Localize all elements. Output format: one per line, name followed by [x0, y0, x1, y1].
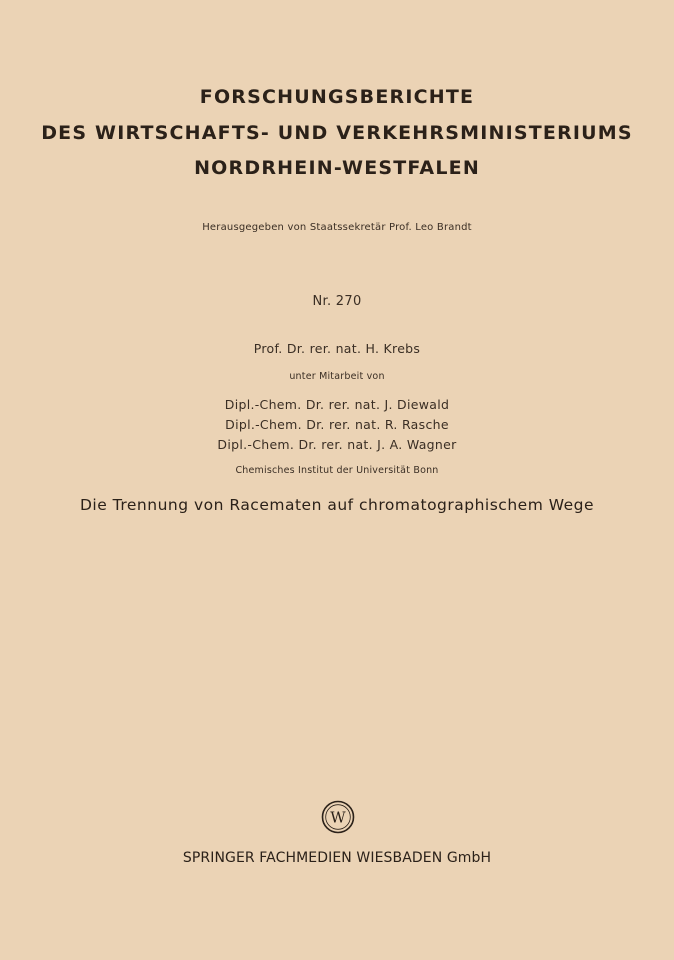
book-title: Die Trennung von Racematen auf chromatographischem Wege: [79, 496, 595, 514]
collaborator-2: Dipl.-Chem. Dr. rer. nat. R. Rasche: [225, 417, 449, 432]
series-title-line-2: DES WIRTSCHAFTS- UND VERKEHRSMINISTERIUMS: [41, 122, 633, 144]
publisher-logo-letter: W: [330, 808, 346, 827]
main-author: Prof. Dr. rer. nat. H. Krebs: [253, 341, 421, 356]
series-title-line-1: FORSCHUNGSBERICHTE: [199, 86, 475, 108]
report-number: Nr. 270: [312, 294, 362, 309]
collaboration-label: unter Mitarbeit von: [289, 371, 385, 382]
series-title-line-3: NORDRHEIN-WESTFALEN: [194, 157, 480, 179]
collaborator-1: Dipl.-Chem. Dr. rer. nat. J. Diewald: [224, 397, 450, 412]
institute: Chemisches Institut der Universität Bonn: [235, 465, 439, 476]
publisher-name: SPRINGER FACHMEDIEN WIESBADEN GmbH: [182, 850, 492, 866]
publisher-logo-icon: [321, 800, 355, 834]
collaborator-3: Dipl.-Chem. Dr. rer. nat. J. A. Wagner: [217, 437, 457, 452]
series-editor: Herausgegeben von Staatssekretär Prof. Leo Brandt: [202, 222, 472, 233]
